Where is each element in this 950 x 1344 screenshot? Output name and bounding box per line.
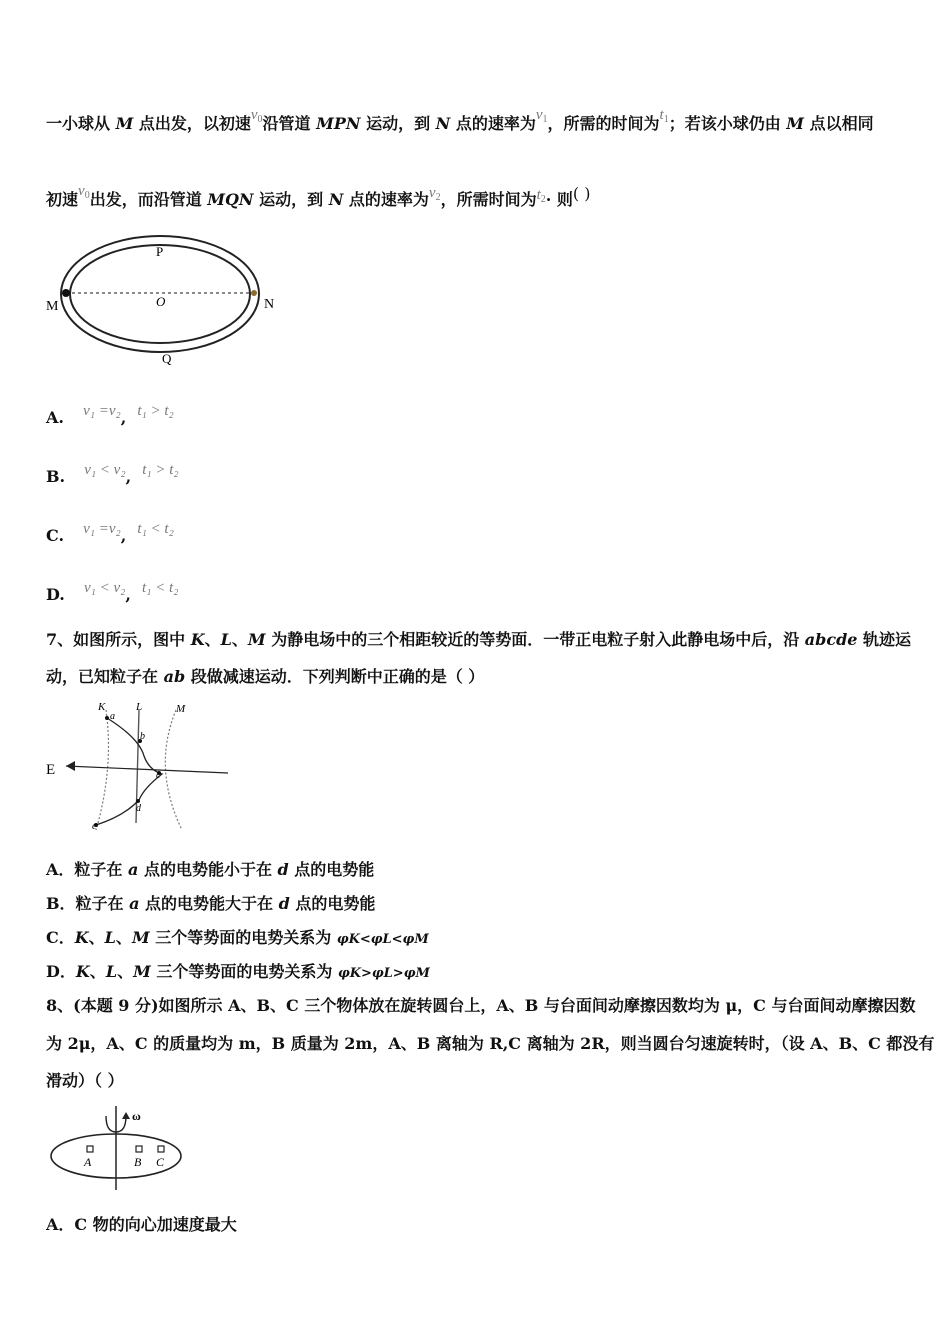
q7-text: 动，已知粒子在 (46, 667, 164, 686)
q7-var-ab: ab (163, 667, 186, 686)
var: L (105, 962, 118, 981)
v-sub: 1 (542, 114, 548, 125)
ball-dot (62, 289, 70, 297)
q6-line-1 (46, 107, 874, 140)
q6-text: 点的速率为 (343, 190, 429, 209)
q6-v0 (251, 107, 263, 123)
option-text: 点的电势能 (288, 860, 375, 879)
q6-text: 初速 (46, 190, 79, 209)
label-a: a (110, 711, 115, 722)
q7-text: 轨迹运 (857, 630, 912, 649)
option-text: 三个等势面的电势关系为 (150, 962, 338, 981)
option-text: C 物的向心加速度最大 (74, 1215, 237, 1234)
q6-text: 点的速率为 (450, 114, 536, 133)
option-v-relation: v₁ =v₂ (83, 521, 121, 537)
label-c: c (156, 770, 161, 781)
option-label: C. (46, 526, 65, 545)
q6-v0 (78, 183, 90, 199)
option-label: B． (46, 894, 76, 913)
label-A: A (84, 1155, 92, 1169)
v-symbol: v (535, 107, 543, 123)
option-t-relation: t₁ > t₂ (137, 403, 174, 419)
label-Q: Q (162, 351, 172, 366)
label-b: b (140, 731, 145, 742)
q6-v1 (536, 107, 548, 123)
block-C (158, 1146, 164, 1152)
label-N: N (264, 297, 275, 312)
q6-text: 沿管道 (262, 114, 317, 133)
label-e: e (92, 821, 97, 832)
t-symbol: t (659, 107, 664, 123)
q6-option-b[interactable] (46, 459, 179, 486)
v-symbol: v (428, 185, 436, 201)
n-dot (251, 290, 257, 296)
point-a (105, 716, 109, 720)
q6-line-2 (46, 183, 591, 216)
label-C: C (156, 1155, 165, 1169)
sep: 、 (117, 962, 134, 981)
sep: 、 (89, 962, 106, 981)
label-omega: ω (132, 1109, 141, 1123)
var: L (104, 928, 116, 947)
v-sub: 0 (84, 190, 90, 201)
q7-var-M: M (247, 630, 266, 649)
q7-text: 为静电场中的三个相距较近的等势面．一带正电粒子射入此静电场中后，沿 (265, 630, 805, 649)
option-text: 三个等势面的电势关系为 (149, 928, 337, 947)
q6-text: ，所需时间为 (440, 190, 537, 209)
potential-relation: φK<φL<φM (336, 932, 429, 947)
var: a (128, 860, 139, 879)
q7-var-K: K (190, 630, 205, 649)
t-symbol: t (536, 187, 541, 203)
q7-option-a[interactable] (46, 860, 374, 880)
t-sub: 1 (663, 114, 669, 125)
comma: , (120, 408, 127, 427)
q6-option-d[interactable] (46, 577, 179, 604)
q7-option-b[interactable] (46, 894, 375, 914)
q6-pipe-figure (44, 232, 284, 372)
q6-var-MQN: MQN (207, 190, 254, 209)
potential-relation: φK>φL>φM (337, 966, 430, 981)
q7-line-2 (46, 667, 484, 687)
v-symbol: v (250, 107, 258, 123)
q7-sep: 、 (204, 630, 221, 649)
q6-text: 运动，到 (360, 114, 436, 133)
option-text: 点的电势能 (289, 894, 376, 913)
option-label: D． (46, 962, 76, 981)
q8-option-a[interactable] (46, 1215, 237, 1235)
q7-var-abcde: abcde (804, 630, 858, 649)
var: K (74, 928, 89, 947)
q6-text: 一小球从 (46, 114, 116, 133)
q6-var-M: M (115, 114, 134, 133)
v-sub: 0 (257, 114, 263, 125)
q6-text: 出发，而沿管道 (89, 190, 208, 209)
option-t-relation: t₁ < t₂ (137, 521, 174, 537)
label-K: K (98, 701, 106, 713)
v-symbol: v (78, 183, 85, 199)
option-v-relation: v₁ =v₂ (83, 403, 121, 419)
option-label: B. (46, 467, 66, 486)
q6-var-N: N (435, 114, 451, 133)
option-t-relation: t₁ < t₂ (142, 580, 179, 596)
block-A (87, 1146, 93, 1152)
label-O: O (156, 294, 166, 309)
q8-line-1: 8、(本题 9 分)如图所示 A、B、C 三个物体放在旋转圆台上，A、B 与台面间动摩擦因数均为 μ，C 与台面间动摩擦因数 (46, 996, 916, 1015)
label-P: P (156, 244, 164, 259)
equipotential-K (96, 710, 108, 830)
label-B: B (134, 1155, 142, 1169)
block-B (136, 1146, 142, 1152)
q8-turntable-figure (44, 1104, 194, 1194)
option-label: A． (46, 1215, 75, 1234)
q6-text: 运动，到 (253, 190, 329, 209)
var: K (75, 962, 90, 981)
option-t-relation: t₁ > t₂ (142, 462, 179, 478)
q7-text: 段做减速运动．下列判断中正确的是（ ） (185, 667, 485, 686)
label-L: L (136, 701, 143, 713)
option-v-relation: v₁ < v₂ (84, 462, 126, 478)
field-arrow-head (66, 761, 75, 771)
comma: , (125, 467, 132, 486)
option-text: 粒子在 (74, 860, 128, 879)
label-d: d (136, 803, 141, 814)
q7-line-1 (46, 630, 911, 650)
q6-option-c[interactable] (46, 518, 174, 545)
comma: , (120, 526, 127, 545)
option-label: A. (46, 408, 64, 427)
option-v-relation: v₁ < v₂ (83, 580, 126, 596)
q6-text: · 则 (545, 190, 573, 209)
label-E: E (46, 762, 56, 778)
q7-option-d[interactable] (46, 962, 430, 984)
var: d (278, 894, 290, 913)
particle-trajectory (96, 718, 162, 825)
sep: 、 (88, 928, 105, 947)
q7-option-c[interactable] (46, 928, 429, 950)
option-text: 点的电势能大于在 (139, 894, 279, 913)
var: M (131, 928, 150, 947)
q6-text: ；若该小球仍由 (668, 114, 787, 133)
q6-text: ，所需的时间为 (547, 114, 660, 133)
v-sub: 2 (435, 192, 441, 203)
q8-line-3: 滑动）（ ） (46, 1071, 124, 1090)
q6-text: 点出发，以初速 (133, 114, 251, 133)
q6-var-MPN: MPN (316, 114, 361, 133)
var: a (129, 894, 140, 913)
q7-var-L: L (220, 630, 232, 649)
q6-t1 (660, 107, 669, 123)
q7-sep: 、 (231, 630, 248, 649)
var: d (277, 860, 289, 879)
q8-line-2: 为 2μ，A、C 的质量均为 m，B 质量为 2m，A、B 离轴为 R,C 离轴为 2R，则当圆台匀速旋转时，（设 A、B、C 都没有 (46, 1034, 935, 1053)
option-text: 点的电势能小于在 (138, 860, 278, 879)
var: M (133, 962, 151, 981)
q7-field-figure (44, 698, 244, 838)
q6-var-N: N (328, 190, 344, 209)
option-label: C． (46, 928, 75, 947)
field-line (66, 766, 228, 773)
option-text: 粒子在 (75, 894, 130, 913)
option-label: D. (46, 585, 65, 604)
q6-t2 (537, 187, 546, 203)
rotation-arrow-head (122, 1112, 130, 1119)
label-M: M (46, 299, 59, 314)
label-M: M (176, 703, 186, 715)
q6-text: 点以相同 (804, 114, 874, 133)
q6-option-a[interactable] (46, 400, 174, 427)
sep: 、 (115, 928, 132, 947)
q7-text: 7、如图所示，图中 (46, 630, 191, 649)
q6-var-M: M (786, 114, 805, 133)
t-sub: 2 (540, 194, 546, 205)
answer-paren: ( ) (572, 184, 591, 203)
option-label: A． (46, 860, 75, 879)
comma: , (125, 585, 131, 604)
q6-v2 (429, 185, 441, 201)
